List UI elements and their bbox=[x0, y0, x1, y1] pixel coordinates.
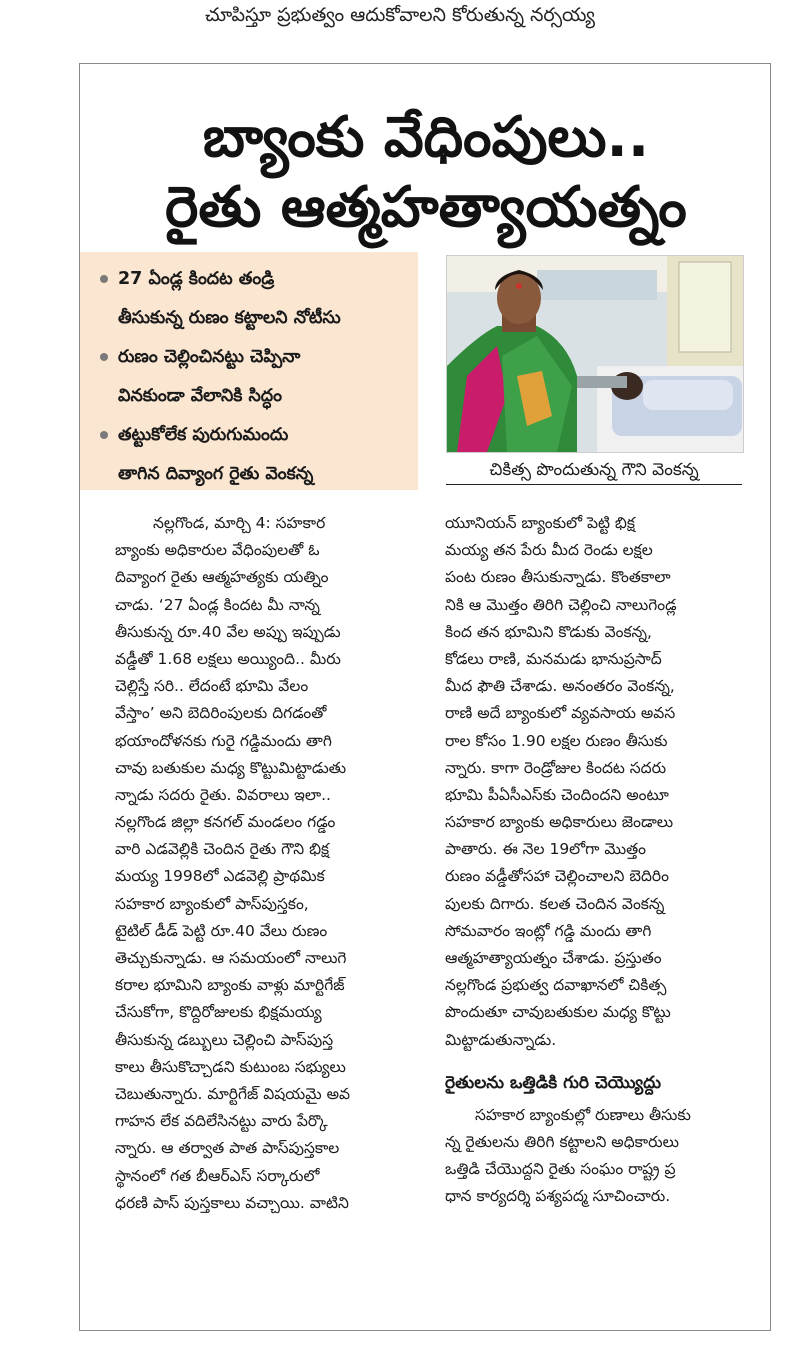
hospital-photo-illustration bbox=[447, 256, 743, 452]
paragraph-line: పులకు దిగారు. కలత చెందిన వెంకన్న bbox=[445, 894, 665, 913]
headline-line-2: రైతు ఆత్మహత్యాయత్నం bbox=[165, 175, 687, 240]
paragraph-line: న్నాడు సదరు రైతు. వివరాలు ఇలా.. bbox=[115, 785, 331, 804]
paragraph-line: దివ్యాంగ రైతు ఆత్మహత్యకు యత్నిం bbox=[115, 568, 329, 587]
paragraph-line: కింద తన భూమిని కొడుకు వెంకన్న, bbox=[445, 622, 652, 641]
paragraph-line: న్నారు. ఆ తర్వాత పాత పాస్‌పుస్తకాల bbox=[115, 1139, 340, 1158]
bullet-1-line-1 bbox=[80, 260, 418, 299]
paragraph-line: స్థానంలో గత బీఆర్‌ఎస్ సర్కారులో bbox=[115, 1166, 320, 1185]
paragraph-line: వేస్తాం’ అని బెదిరింపులకు దిగడంతో bbox=[115, 704, 327, 723]
paragraph-line: తీసుకున్న రూ.40 వేల అప్పు ఇప్పుడు bbox=[115, 622, 341, 641]
bullet-dot-icon bbox=[100, 353, 108, 361]
paragraph-line: కరాల భూమిని బ్యాంకు వాళ్లు మార్టిగేజ్ bbox=[115, 976, 345, 995]
highlights-box bbox=[80, 252, 418, 490]
paragraph-line: పొందుతూ చావుబతుకుల మధ్య కొట్టు bbox=[445, 1003, 671, 1022]
paragraph-line: మయ్య తన పేరు మీద రెండు లక్షల bbox=[445, 541, 653, 560]
paragraph-line: మీద ఫౌతి చేశాడు. అనంతరం వెంకన్న, bbox=[445, 677, 675, 696]
bullet-text: తీసుకున్న రుణం కట్టాలని నోటీసు bbox=[118, 308, 341, 328]
paragraph-line: ఒత్తిడి చేయొద్దని రైతు సంఘం రాష్ట్ర ప్ర bbox=[445, 1160, 676, 1179]
paragraph-line: న్న రైతులను తిరిగి కట్టాలని అధికారులు bbox=[445, 1132, 679, 1151]
subheading: రైతులను ఒత్తిడికి గురి చెయ్యొద్దు bbox=[445, 1072, 662, 1093]
paragraph-line: కోడలు రాణి, మనమడు భానుప్రసాద్ bbox=[445, 649, 662, 668]
bullet-dot-icon bbox=[100, 431, 108, 439]
paragraph-line: భయాందోళనకు గురై గడ్డిమందు తాగి bbox=[115, 731, 332, 750]
paragraph-line: పాతారు. ఈ నెల 19లోగా మొత్తం bbox=[445, 840, 647, 859]
paragraph-line: మిట్టాడుతున్నాడు. bbox=[445, 1030, 557, 1049]
paragraph-line: తెచ్చుకున్నాడు. ఆ సమయంలో నాలుగె bbox=[115, 949, 347, 967]
article-left-column bbox=[115, 510, 417, 1217]
article-frame bbox=[79, 63, 771, 1331]
paragraph-line: టైటిల్ డీడ్ పెట్టి రూ.40 వేలు రుణం bbox=[115, 921, 328, 940]
paragraph-line: సోమవారం ఇంట్లో గడ్డి మందు తాగి bbox=[445, 921, 652, 940]
paragraph-line: రాల కోసం 1.90 లక్షల రుణం తీసుకు bbox=[445, 731, 668, 750]
paragraph-line: సహకార బ్యాంకుల్లో రుణాలు తీసుకు bbox=[475, 1105, 691, 1124]
bullet-text: తాగిన దివ్యాంగ రైతు వెంకన్న bbox=[118, 464, 314, 484]
paragraph-line: మయ్య 1998లో ఎడవెల్లి ప్రాథమిక bbox=[115, 867, 325, 886]
paragraph-line: నల్లగొండ జిల్లా కనగల్ మండలం గడ్డం bbox=[115, 813, 336, 832]
paragraph-line: చేసుకోగా, కొద్దిరోజులకు భిక్షమయ్య bbox=[115, 1003, 322, 1022]
paragraph-line: కాలు తీసుకొచ్చాడని కుటుంబ సభ్యులు bbox=[115, 1057, 346, 1076]
bullet-text: రుణం చెల్లించినట్టు చెప్పినా bbox=[118, 347, 301, 367]
bullet-dot-icon bbox=[100, 275, 108, 283]
paragraph-line: చావు బతుకుల మధ్య కొట్టుమిట్టాడుతు bbox=[115, 758, 347, 777]
top-photo-caption: చూపిస్తూ ప్రభుత్వం ఆదుకోవాలని కోరుతున్న నర్సయ్య bbox=[205, 4, 595, 26]
paragraph-line: వారి ఎడవెల్లికి చెందిన రైతు గౌని భిక్ష bbox=[115, 840, 330, 859]
hospital-photo bbox=[446, 255, 744, 453]
paragraph-line: నల్లగొండ, మార్చి 4: సహకార bbox=[153, 514, 326, 532]
paragraph-line: చెల్లిస్తే సరి.. లేదంటే భూమి వేలం bbox=[115, 677, 309, 696]
paragraph-line: యూనియన్ బ్యాంకులో పెట్టి భిక్ష bbox=[445, 514, 635, 532]
paragraph-line: వడ్డీతో 1.68 లక్షలు అయ్యింది.. మీరు bbox=[115, 649, 341, 668]
paragraph-line: ధాన కార్యదర్శి పశ్యపద్మ సూచించారు. bbox=[445, 1187, 671, 1206]
photo-caption: చికిత్స పొందుతున్న గౌని వెంకన్న bbox=[446, 456, 742, 485]
paragraph-line: బ్యాంకు అధికారుల వేధింపులతో ఓ bbox=[115, 541, 320, 560]
paragraph-line: సహకార బ్యాంకు అధికారులు జెండాలు bbox=[445, 813, 674, 832]
paragraph-line: న్నారు. కాగా రెండ్రోజుల కిందట సదరు bbox=[445, 758, 667, 777]
paragraph-line: రుణం వడ్డీతోసహా చెల్లించాలని బెదిరిం bbox=[445, 867, 669, 886]
paragraph-line: భూమి పీఏసీఎస్‌కు చెందిందని అంటూ bbox=[445, 785, 669, 804]
paragraph-line: ధరణి పాస్ పుస్తకాలు వచ్చాయి. వాటిని bbox=[115, 1193, 349, 1212]
paragraph-line: నికి ఆ మొత్తం తిరిగి చెల్లించి నాలుగెండ్ల bbox=[445, 595, 677, 614]
article-right-column bbox=[445, 510, 747, 1211]
bullet-text: వినకుండా వేలానికి సిద్ధం bbox=[118, 386, 282, 406]
bullet-3-line-2 bbox=[80, 455, 418, 494]
paragraph-line: పంట రుణం తీసుకున్నాడు. కొంతకాలా bbox=[445, 568, 671, 587]
bullet-2-line-2 bbox=[80, 377, 418, 416]
paragraph-line: గాహన లేక వదిలేసినట్టు వారు పేర్కొ bbox=[115, 1112, 328, 1131]
paragraph-line: రాణి అదే బ్యాంకులో వ్యవసాయ అవస bbox=[445, 704, 676, 723]
paragraph-line: చాడు. ‘27 ఏండ్ల కిందట మీ నాన్న bbox=[115, 595, 320, 614]
paragraph-line: చెబుతున్నారు. మార్టిగేజ్ విషయమై అవ bbox=[115, 1084, 350, 1103]
headline-line-1: బ్యాంకు వేధింపులు.. bbox=[202, 105, 650, 170]
paragraph-line: తీసుకున్న డబ్బులు చెల్లించి పాస్‌పుస్త bbox=[115, 1030, 334, 1049]
bullet-2-line-1 bbox=[80, 338, 418, 377]
bullet-3-line-1 bbox=[80, 416, 418, 455]
bullet-text: 27 ఏండ్ల కిందట తండ్రి bbox=[118, 269, 275, 289]
paragraph-line: నల్లగొండ ప్రభుత్వ దవాఖానలో చికిత్స bbox=[445, 976, 667, 995]
paragraph-line: సహకార బ్యాంకులో పాస్‌పుస్తకం, bbox=[115, 894, 309, 913]
paragraph-line: ఆత్మహత్యాయత్నం చేశాడు. ప్రస్తుతం bbox=[445, 949, 662, 967]
bullet-1-line-2 bbox=[80, 299, 418, 338]
bullet-text: తట్టుకోలేక పురుగుమందు bbox=[118, 425, 289, 445]
